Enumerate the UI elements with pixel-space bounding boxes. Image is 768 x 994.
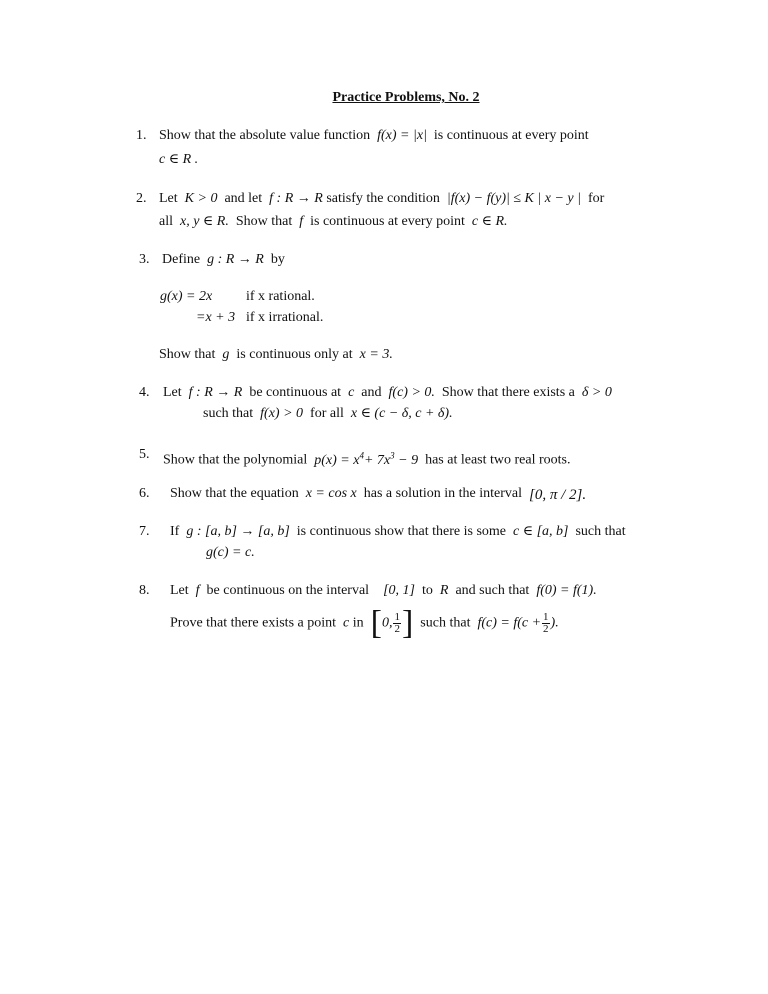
problem-1-line-1 bbox=[159, 126, 589, 146]
problem-7-text-b: is continuous show that there is some bbox=[296, 524, 506, 539]
problem-8-fraction-half-2 bbox=[542, 612, 550, 635]
problem-8-text-g: such that bbox=[420, 615, 471, 631]
problem-3-math-c: g bbox=[222, 347, 230, 362]
problem-2-text-d: for bbox=[587, 191, 605, 206]
problem-8-fraction-denominator: 2 bbox=[394, 623, 400, 635]
problem-5-math-part-3: − 9 bbox=[394, 452, 419, 468]
problem-7-line-1 bbox=[170, 522, 626, 542]
problem-2-math-c: |f(x) − f(y)| ≤ K | x − y | bbox=[446, 191, 581, 206]
problem-8-math-g-end: ). bbox=[550, 615, 559, 631]
problem-8-math-g: f(c) = f(c + bbox=[477, 615, 542, 631]
problem-5-math-part-2: + 7x bbox=[363, 452, 391, 468]
problem-4-text-a: Let bbox=[163, 385, 182, 400]
problem-1-text-a: Show that the absolute value function bbox=[159, 128, 371, 143]
problem-2-line-2 bbox=[159, 212, 508, 232]
problem-7-math-c: g(c) = c. bbox=[206, 545, 255, 560]
problem-8-text-d: and such that bbox=[455, 583, 530, 598]
problem-8-text-f: in bbox=[352, 615, 364, 631]
problem-3-math-a: g : R → R bbox=[207, 252, 264, 267]
problem-8-math-d: f(0) = f(1). bbox=[536, 583, 597, 598]
problem-3-case-2-cond: if x irrational. bbox=[246, 310, 324, 325]
problem-4-math-d: δ > 0 bbox=[581, 385, 612, 400]
problem-8-text-a: Let bbox=[170, 583, 189, 598]
problem-1-number: 1. bbox=[136, 128, 147, 143]
problem-7-text-a: If bbox=[170, 524, 180, 539]
problem-3-text-d: is continuous only at bbox=[236, 347, 353, 362]
problem-2-math-b: f : R → R bbox=[269, 191, 323, 206]
problem-3-line-3 bbox=[159, 345, 393, 365]
problem-8-line-2 bbox=[170, 604, 559, 642]
problem-4-math-e: f(x) > 0 bbox=[260, 406, 304, 421]
problem-5-text-a: Show that the polynomial bbox=[163, 452, 308, 468]
problem-5-line-1 bbox=[163, 445, 571, 471]
problem-3-case-2-lhs bbox=[196, 308, 235, 328]
problem-2-text-b: and let bbox=[224, 191, 263, 206]
problem-1-line-2 bbox=[159, 150, 198, 170]
problem-3-case-1-expr: g(x) = 2x bbox=[160, 289, 213, 304]
page-title: Practice Problems, No. 2 bbox=[332, 90, 480, 105]
problem-5-exponent-4: 4 bbox=[359, 450, 364, 460]
problem-7-line-2 bbox=[206, 543, 255, 563]
problem-3-case-1-lhs bbox=[160, 287, 212, 307]
problem-4-text-b: be continuous at bbox=[249, 385, 342, 400]
problem-4-text-e: such that bbox=[203, 406, 254, 421]
problem-4-math-f: x ∈ (c − δ, c + δ). bbox=[350, 406, 453, 421]
problem-6-text-a: Show that the equation bbox=[170, 486, 299, 501]
problem-3-math-d: x = 3. bbox=[359, 347, 393, 362]
problem-2-math-a: K > 0 bbox=[184, 191, 218, 206]
problem-5-text-b: has at least two real roots. bbox=[425, 452, 571, 468]
problem-5-exponent-3: 3 bbox=[390, 450, 395, 460]
problem-5-number: 5. bbox=[139, 447, 150, 462]
problem-4-text-c: and bbox=[361, 385, 382, 400]
problem-7-number: 7. bbox=[139, 524, 150, 539]
problem-4-text-d: Show that there exists a bbox=[441, 385, 575, 400]
problem-4-math-a: f : R → R bbox=[188, 385, 243, 400]
problem-8-math-e: c bbox=[343, 615, 350, 631]
problem-6-number: 6. bbox=[139, 486, 150, 501]
problem-4-text-f: for all bbox=[310, 406, 344, 421]
problem-8-left-bracket: [ bbox=[370, 604, 382, 642]
problem-8-fraction-numerator: 1 bbox=[394, 611, 400, 623]
problem-1-math-b: c ∈ R . bbox=[159, 152, 199, 167]
problem-2-text-e: all bbox=[159, 214, 173, 229]
problem-4-math-c: f(c) > 0. bbox=[388, 385, 435, 400]
problem-8-number: 8. bbox=[139, 583, 150, 598]
problem-8-fraction2-denominator: 2 bbox=[543, 623, 549, 635]
problem-7-math-a: g : [a, b] → [a, b] bbox=[186, 524, 290, 539]
problem-1-math-a: f(x) = |x| bbox=[377, 128, 427, 143]
problem-3-number: 3. bbox=[139, 252, 150, 267]
problem-7-math-b: c ∈ [a, b] bbox=[513, 524, 569, 539]
problem-8-math-b: [0, 1] bbox=[383, 583, 415, 598]
problem-4-math-b: c bbox=[348, 385, 355, 400]
problem-3-case-1-cond: if x rational. bbox=[246, 289, 315, 304]
problem-3-line-1 bbox=[162, 250, 285, 270]
problem-7-text-c: such that bbox=[575, 524, 626, 539]
problem-3-text-c: Show that bbox=[159, 347, 216, 362]
problem-4-number: 4. bbox=[139, 385, 150, 400]
problem-3-case-2-expr: =x + 3 bbox=[196, 310, 236, 325]
problem-8-right-bracket: ] bbox=[401, 604, 414, 642]
problem-6-math-b: [0, π / 2]. bbox=[529, 487, 587, 503]
problem-8-fraction2-numerator: 1 bbox=[543, 611, 549, 623]
problem-6-math-a: x = cos x bbox=[305, 486, 357, 501]
problem-2-line-1 bbox=[159, 189, 604, 209]
problem-8-text-e: Prove that there exists a point bbox=[170, 615, 337, 631]
problem-2-math-f: f bbox=[299, 214, 304, 229]
problem-3-text-b: by bbox=[270, 252, 285, 267]
problem-2-text-a: Let bbox=[159, 191, 178, 206]
problem-2-text-f: Show that bbox=[235, 214, 293, 229]
problem-8-math-a: f bbox=[195, 583, 200, 598]
problem-8-interval-start: 0, bbox=[381, 615, 393, 631]
problem-3-text-a: Define bbox=[162, 252, 201, 267]
problem-8-text-c: to bbox=[421, 583, 433, 598]
problem-4-line-1 bbox=[163, 383, 612, 403]
problem-8-line-1 bbox=[170, 581, 597, 601]
problem-2-text-g: is continuous at every point bbox=[310, 214, 465, 229]
problem-8-fraction-half bbox=[393, 612, 401, 635]
problem-5-math-part-1: p(x) = x bbox=[314, 452, 360, 468]
problem-6-text-b: has a solution in the interval bbox=[363, 486, 522, 501]
problem-2-number: 2. bbox=[136, 191, 147, 206]
problem-2-math-e: x, y ∈ R. bbox=[180, 214, 229, 229]
problem-8-math-c: R bbox=[439, 583, 449, 598]
problem-5-math-polynomial bbox=[314, 450, 419, 468]
problem-6-line-1 bbox=[170, 484, 586, 505]
problem-2-text-c: satisfy the condition bbox=[326, 191, 440, 206]
problem-1-text-b: is continuous at every point bbox=[433, 128, 589, 143]
problem-8-text-b: be continuous on the interval bbox=[206, 583, 370, 598]
problem-4-line-2 bbox=[203, 404, 453, 424]
problem-2-math-g: c ∈ R. bbox=[471, 214, 508, 229]
